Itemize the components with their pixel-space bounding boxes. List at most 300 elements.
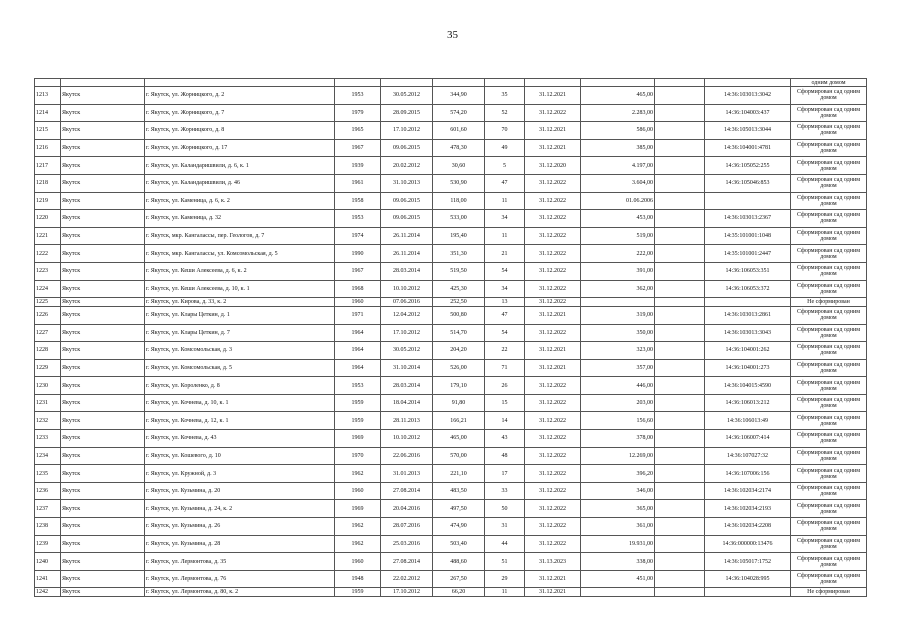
year-built-cell: 1953 <box>335 87 381 105</box>
date-cell: 25.03.2016 <box>381 535 433 553</box>
empty-cell <box>655 227 705 245</box>
count-cell: 47 <box>485 306 525 324</box>
deadline-cell: 31.12.2022 <box>525 430 581 448</box>
address-cell: г. Якутск, ул. Лермонтова, д. 80, к. 2 <box>145 588 335 597</box>
city-cell: Якутск <box>61 139 145 157</box>
amount-cell: 19.931,00 <box>581 535 655 553</box>
area-cell: 195,40 <box>433 227 485 245</box>
status-cell: Сформирован сад одним домом <box>791 280 867 298</box>
row-number-cell: 1230 <box>35 377 61 395</box>
amount-cell: 453,00 <box>581 210 655 228</box>
year-built-cell: 1971 <box>335 306 381 324</box>
table-row <box>35 447 867 465</box>
address-cell: г. Якутск, ул. Кочнева, д. 12, к. 1 <box>145 412 335 430</box>
year-built-cell: 1961 <box>335 174 381 192</box>
city-cell: Якутск <box>61 342 145 360</box>
table-row <box>35 412 867 430</box>
city-cell: Якутск <box>61 553 145 571</box>
cadastral-number-cell: 14:36:107027:32 <box>705 447 791 465</box>
area-cell: 351,30 <box>433 245 485 263</box>
empty-cell <box>655 157 705 175</box>
empty-cell <box>655 139 705 157</box>
year-built-cell: 1959 <box>335 588 381 597</box>
row-number-cell: 1232 <box>35 412 61 430</box>
date-cell: 28.09.2015 <box>381 104 433 122</box>
empty-cell <box>655 482 705 500</box>
area-cell: 91,80 <box>433 394 485 412</box>
status-cell: Сформирован сад одним домом <box>791 139 867 157</box>
table-row <box>35 298 867 307</box>
deadline-cell: 31.12.2022 <box>525 518 581 536</box>
table-row <box>35 377 867 395</box>
count-cell: 5 <box>485 157 525 175</box>
row-number-cell: 1242 <box>35 588 61 597</box>
status-cell: Сформирован сад одним домом <box>791 430 867 448</box>
year-built-cell: 1953 <box>335 210 381 228</box>
year-built-cell: 1939 <box>335 157 381 175</box>
table-row <box>35 157 867 175</box>
row-number-cell: 1229 <box>35 359 61 377</box>
area-cell: 530,90 <box>433 174 485 192</box>
area-cell: 267,50 <box>433 570 485 588</box>
row-number-cell: 1228 <box>35 342 61 360</box>
status-cell: Сформирован сад одним домом <box>791 535 867 553</box>
amount-cell: 338,00 <box>581 553 655 571</box>
row-number-cell: 1234 <box>35 447 61 465</box>
cadastral-number-cell: 14:36:102034:2174 <box>705 482 791 500</box>
address-cell: г. Якутск, ул. Жорницкого, д. 2 <box>145 87 335 105</box>
amount-cell <box>581 588 655 597</box>
cadastral-number-cell: 14:36:104015:4590 <box>705 377 791 395</box>
city-cell: Якутск <box>61 394 145 412</box>
table-row <box>35 306 867 324</box>
deadline-cell: 31.12.2022 <box>525 500 581 518</box>
count-cell: 11 <box>485 227 525 245</box>
year-built-cell: 1964 <box>335 342 381 360</box>
area-cell: 488,60 <box>433 553 485 571</box>
count-cell: 15 <box>485 394 525 412</box>
area-cell: 519,50 <box>433 262 485 280</box>
row-number-cell: 1236 <box>35 482 61 500</box>
year-built-cell: 1990 <box>335 245 381 263</box>
count-cell: 71 <box>485 359 525 377</box>
count-cell: 34 <box>485 210 525 228</box>
area-cell: 179,10 <box>433 377 485 395</box>
city-cell: Якутск <box>61 430 145 448</box>
area-cell: 483,50 <box>433 482 485 500</box>
count-cell: 22 <box>485 342 525 360</box>
row-number-cell: 1215 <box>35 122 61 140</box>
empty-cell <box>655 535 705 553</box>
cadastral-number-cell: 14:36:103013:2861 <box>705 306 791 324</box>
deadline-cell: 31.12.2022 <box>525 280 581 298</box>
date-cell: 31.10.2014 <box>381 359 433 377</box>
address-cell: г. Якутск, ул. Короленко, д. 8 <box>145 377 335 395</box>
area-cell: 425,30 <box>433 280 485 298</box>
row-number-cell: 1222 <box>35 245 61 263</box>
year-built-cell: 1960 <box>335 553 381 571</box>
date-cell: 10.10.2012 <box>381 430 433 448</box>
status-cell: Сформирован сад одним домом <box>791 262 867 280</box>
cadastral-number-cell <box>705 298 791 307</box>
table-row <box>35 245 867 263</box>
cadastral-number-cell: 14:36:103013:2367 <box>705 210 791 228</box>
deadline-cell: 31.12.2022 <box>525 535 581 553</box>
status-cell: Сформирован сад одним домом <box>791 412 867 430</box>
empty-cell <box>655 192 705 210</box>
empty-cell <box>655 262 705 280</box>
area-cell: 497,50 <box>433 500 485 518</box>
empty-cell <box>655 412 705 430</box>
amount-cell: 446,00 <box>581 377 655 395</box>
status-cell: Сформирован сад одним домом <box>791 210 867 228</box>
deadline-cell: 31.13.2023 <box>525 553 581 571</box>
row-number-cell: 1218 <box>35 174 61 192</box>
area-cell: 465,00 <box>433 430 485 448</box>
address-cell: г. Якутск, мкр. Кангалассы, пер. Геологов, д. 7 <box>145 227 335 245</box>
housing-registry-table <box>34 78 867 597</box>
city-cell: Якутск <box>61 157 145 175</box>
year-built-cell: 1962 <box>335 465 381 483</box>
empty-cell <box>655 447 705 465</box>
status-cell: Сформирован сад одним домом <box>791 377 867 395</box>
date-cell: 26.11.2014 <box>381 245 433 263</box>
row-number-cell: 1221 <box>35 227 61 245</box>
area-cell: 500,80 <box>433 306 485 324</box>
status-cell: Не сформирован <box>791 588 867 597</box>
year-built-cell: 1969 <box>335 430 381 448</box>
amount-cell: 361,00 <box>581 518 655 536</box>
cadastral-number-cell: 14:36:103013:3042 <box>705 87 791 105</box>
empty-cell <box>655 342 705 360</box>
amount-cell: 519,00 <box>581 227 655 245</box>
date-cell: 31.10.2013 <box>381 174 433 192</box>
empty-cell <box>655 210 705 228</box>
address-cell: г. Якутск, ул. Кошевого, д. 10 <box>145 447 335 465</box>
count-cell: 34 <box>485 280 525 298</box>
cadastral-number-cell: 14:36:105013:3044 <box>705 122 791 140</box>
cadastral-number-cell: 14:36:106053:372 <box>705 280 791 298</box>
amount-cell: 346,00 <box>581 482 655 500</box>
table-row <box>35 518 867 536</box>
row-number-cell: 1231 <box>35 394 61 412</box>
city-cell: Якутск <box>61 412 145 430</box>
deadline-cell: 31.12.2021 <box>525 342 581 360</box>
deadline-cell: 31.12.2022 <box>525 482 581 500</box>
area-cell: 344,90 <box>433 87 485 105</box>
area-cell: 166,21 <box>433 412 485 430</box>
deadline-cell: 31.12.2022 <box>525 227 581 245</box>
cadastral-number-cell: 14:36:105046:853 <box>705 174 791 192</box>
count-cell: 21 <box>485 245 525 263</box>
amount-cell: 391,00 <box>581 262 655 280</box>
empty-cell <box>655 588 705 597</box>
row-number-cell: 1233 <box>35 430 61 448</box>
address-cell: г. Якутск, ул. Кеши Алексеева, д. 10, к. 1 <box>145 280 335 298</box>
table-row <box>35 324 867 342</box>
row-number-cell: 1241 <box>35 570 61 588</box>
area-cell: 478,30 <box>433 139 485 157</box>
count-cell: 70 <box>485 122 525 140</box>
cadastral-number-cell: 14:36:106053:351 <box>705 262 791 280</box>
status-cell: Сформирован сад одним домом <box>791 500 867 518</box>
status-cell: Сформирован сад одним домом <box>791 192 867 210</box>
status-cell: Сформирован сад одним домом <box>791 227 867 245</box>
amount-cell: 586,00 <box>581 122 655 140</box>
amount-cell: 203,00 <box>581 394 655 412</box>
table-row <box>35 262 867 280</box>
empty-cell <box>655 298 705 307</box>
status-cell: Сформирован сад одним домом <box>791 342 867 360</box>
count-cell: 17 <box>485 465 525 483</box>
cadastral-number-cell: 14:35:101001:1048 <box>705 227 791 245</box>
deadline-cell: 31.12.2022 <box>525 174 581 192</box>
area-cell: 526,00 <box>433 359 485 377</box>
row-number-cell: 1219 <box>35 192 61 210</box>
city-cell: Якутск <box>61 87 145 105</box>
deadline-cell: 31.12.2022 <box>525 447 581 465</box>
date-cell: 09.06.2015 <box>381 210 433 228</box>
address-cell: г. Якутск, ул. Лермонтова, д. 35 <box>145 553 335 571</box>
address-cell: г. Якутск, ул. Кузьмина, д. 28 <box>145 535 335 553</box>
empty-cell <box>655 245 705 263</box>
empty-cell <box>655 500 705 518</box>
address-cell: г. Якутск, ул. Кеши Алексеева, д. 6, к. 2 <box>145 262 335 280</box>
deadline-cell: 31.12.2021 <box>525 588 581 597</box>
table-row <box>35 553 867 571</box>
date-cell: 12.04.2012 <box>381 306 433 324</box>
date-cell: 22.06.2016 <box>381 447 433 465</box>
address-cell: г. Якутск, ул. Клары Цеткин, д. 7 <box>145 324 335 342</box>
amount-cell: 465,00 <box>581 87 655 105</box>
amount-cell: 319,00 <box>581 306 655 324</box>
amount-cell: 12.269,00 <box>581 447 655 465</box>
date-cell: 07.06.2016 <box>381 298 433 307</box>
date-cell: 26.11.2014 <box>381 227 433 245</box>
date-cell: 28.03.2014 <box>381 262 433 280</box>
empty-cell <box>655 394 705 412</box>
date-cell: 09.06.2015 <box>381 192 433 210</box>
area-cell: 252,50 <box>433 298 485 307</box>
address-cell: г. Якутск, ул. Кузьмина, д. 26 <box>145 518 335 536</box>
date-cell: 28.03.2014 <box>381 377 433 395</box>
table-row <box>35 430 867 448</box>
count-cell: 11 <box>485 192 525 210</box>
table-row <box>35 535 867 553</box>
count-cell: 14 <box>485 412 525 430</box>
city-cell: Якутск <box>61 518 145 536</box>
count-cell: 31 <box>485 518 525 536</box>
area-cell: 601,60 <box>433 122 485 140</box>
area-cell: 570,00 <box>433 447 485 465</box>
row-number-cell: 1237 <box>35 500 61 518</box>
row-number-cell: 1224 <box>35 280 61 298</box>
date-cell: 17.10.2012 <box>381 122 433 140</box>
date-cell: 30.05.2012 <box>381 87 433 105</box>
date-cell: 22.02.2012 <box>381 570 433 588</box>
table-row <box>35 570 867 588</box>
empty-cell <box>655 430 705 448</box>
table-row <box>35 500 867 518</box>
city-cell: Якутск <box>61 227 145 245</box>
row-number-cell: 1223 <box>35 262 61 280</box>
count-cell: 52 <box>485 104 525 122</box>
address-cell: г. Якутск, ул. Кирова, д. 33, к. 2 <box>145 298 335 307</box>
row-number-cell: 1225 <box>35 298 61 307</box>
address-cell: г. Якутск, ул. Комсомольская, д. 3 <box>145 342 335 360</box>
cadastral-number-cell: 14:36:102034:2208 <box>705 518 791 536</box>
date-cell: 09.06.2015 <box>381 139 433 157</box>
status-cell: Сформирован сад одним домом <box>791 359 867 377</box>
area-cell: 474,90 <box>433 518 485 536</box>
city-cell: Якутск <box>61 280 145 298</box>
table-row <box>35 280 867 298</box>
year-built-cell: 1948 <box>335 570 381 588</box>
year-built-cell: 1962 <box>335 518 381 536</box>
count-cell: 48 <box>485 447 525 465</box>
city-cell: Якутск <box>61 588 145 597</box>
address-cell: г. Якутск, мкр. Кангалассы, ул. Комсомольская, д. 5 <box>145 245 335 263</box>
deadline-cell: 31.12.2022 <box>525 298 581 307</box>
status-cell: Сформирован сад одним домом <box>791 570 867 588</box>
status-cell: Сформирован сад одним домом <box>791 553 867 571</box>
address-cell: г. Якутск, ул. Кочнева, д. 10, к. 1 <box>145 394 335 412</box>
city-cell: Якутск <box>61 174 145 192</box>
table-row <box>35 139 867 157</box>
empty-cell <box>655 377 705 395</box>
deadline-cell: 31.12.2021 <box>525 139 581 157</box>
amount-cell: 396,20 <box>581 465 655 483</box>
cadastral-number-cell: 14:36:103013:3043 <box>705 324 791 342</box>
table-row <box>35 174 867 192</box>
address-cell: г. Якутск, ул. Лермонтова, д. 76 <box>145 570 335 588</box>
city-cell: Якутск <box>61 122 145 140</box>
date-cell: 27.08.2014 <box>381 553 433 571</box>
date-cell: 28.07.2016 <box>381 518 433 536</box>
status-cell: Сформирован сад одним домом <box>791 447 867 465</box>
cadastral-number-cell: 14:36:000000:13476 <box>705 535 791 553</box>
amount-cell: 350,00 <box>581 324 655 342</box>
year-built-cell: 1960 <box>335 298 381 307</box>
date-cell: 17.10.2012 <box>381 324 433 342</box>
cadastral-number-cell: 14:36:105017:1752 <box>705 553 791 571</box>
date-cell: 20.04.2016 <box>381 500 433 518</box>
address-cell: г. Якутск, ул. Кузьмина, д. 24, к. 2 <box>145 500 335 518</box>
address-cell: г. Якутск, ул. Жорницкого, д. 17 <box>145 139 335 157</box>
amount-cell: 451,00 <box>581 570 655 588</box>
table-row <box>35 122 867 140</box>
year-built-cell: 1967 <box>335 139 381 157</box>
address-cell: г. Якутск, ул. Каландаришвили, д. 46 <box>145 174 335 192</box>
cadastral-number-cell: 14:36:106013:49 <box>705 412 791 430</box>
amount-cell: 4.197,00 <box>581 157 655 175</box>
count-cell: 43 <box>485 430 525 448</box>
count-cell: 47 <box>485 174 525 192</box>
cadastral-number-cell: 14:36:104003:437 <box>705 104 791 122</box>
amount-cell: 01.06.2006 <box>581 192 655 210</box>
deadline-cell: 31.12.2020 <box>525 157 581 175</box>
row-number-cell: 1217 <box>35 157 61 175</box>
area-cell: 118,00 <box>433 192 485 210</box>
cadastral-number-cell <box>705 192 791 210</box>
status-cell: Сформирован сад одним домом <box>791 87 867 105</box>
city-cell: Якутск <box>61 210 145 228</box>
address-cell: г. Якутск, ул. Клары Цеткин, д. 1 <box>145 306 335 324</box>
year-built-cell: 1964 <box>335 324 381 342</box>
empty-cell <box>655 122 705 140</box>
empty-cell <box>655 518 705 536</box>
table-row <box>35 482 867 500</box>
empty-cell <box>655 570 705 588</box>
year-built-cell: 1969 <box>335 500 381 518</box>
city-cell: Якутск <box>61 535 145 553</box>
cadastral-number-cell: 14:36:106013:212 <box>705 394 791 412</box>
row-number-cell: 1220 <box>35 210 61 228</box>
deadline-cell: 31.12.2022 <box>525 210 581 228</box>
deadline-cell: 31.12.2021 <box>525 570 581 588</box>
year-built-cell: 1964 <box>335 359 381 377</box>
empty-cell <box>655 324 705 342</box>
count-cell: 33 <box>485 482 525 500</box>
address-cell: г. Якутск, ул. Кузьмина, д. 20 <box>145 482 335 500</box>
row-number-cell: 1213 <box>35 87 61 105</box>
table-row <box>35 359 867 377</box>
deadline-cell: 31.12.2021 <box>525 306 581 324</box>
area-cell: 514,70 <box>433 324 485 342</box>
count-cell: 11 <box>485 588 525 597</box>
status-cell: Не сформирован <box>791 298 867 307</box>
area-cell: 30,60 <box>433 157 485 175</box>
deadline-cell: 31.12.2022 <box>525 412 581 430</box>
city-cell: Якутск <box>61 298 145 307</box>
area-cell: 66,20 <box>433 588 485 597</box>
date-cell: 31.01.2013 <box>381 465 433 483</box>
amount-cell: 323,00 <box>581 342 655 360</box>
deadline-cell: 31.12.2021 <box>525 122 581 140</box>
city-cell: Якутск <box>61 262 145 280</box>
empty-cell <box>655 553 705 571</box>
status-cell: Сформирован сад одним домом <box>791 157 867 175</box>
cadastral-number-cell: 14:36:106007:414 <box>705 430 791 448</box>
year-built-cell: 1974 <box>335 227 381 245</box>
cadastral-number-cell: 14:36:102034:2193 <box>705 500 791 518</box>
amount-cell: 2.283,00 <box>581 104 655 122</box>
city-cell: Якутск <box>61 570 145 588</box>
count-cell: 49 <box>485 139 525 157</box>
row-number-cell: 1226 <box>35 306 61 324</box>
empty-cell <box>655 306 705 324</box>
empty-cell <box>655 465 705 483</box>
table-row <box>35 210 867 228</box>
cadastral-number-cell: 14:36:104028:995 <box>705 570 791 588</box>
year-built-cell: 1967 <box>335 262 381 280</box>
date-cell: 18.04.2014 <box>381 394 433 412</box>
address-cell: г. Якутск, ул. Жорницкого, д. 7 <box>145 104 335 122</box>
city-cell: Якутск <box>61 306 145 324</box>
deadline-cell: 31.12.2022 <box>525 465 581 483</box>
table-row <box>35 87 867 105</box>
deadline-cell: 31.12.2022 <box>525 192 581 210</box>
status-cell: Сформирован сад одним домом <box>791 306 867 324</box>
status-cell: Сформирован сад одним домом <box>791 174 867 192</box>
cadastral-number-cell: 14:36:107006:156 <box>705 465 791 483</box>
amount-cell: 378,00 <box>581 430 655 448</box>
city-cell: Якутск <box>61 324 145 342</box>
row-number-cell: 1235 <box>35 465 61 483</box>
deadline-cell: 31.12.2022 <box>525 245 581 263</box>
area-cell: 533,00 <box>433 210 485 228</box>
empty-cell <box>655 87 705 105</box>
